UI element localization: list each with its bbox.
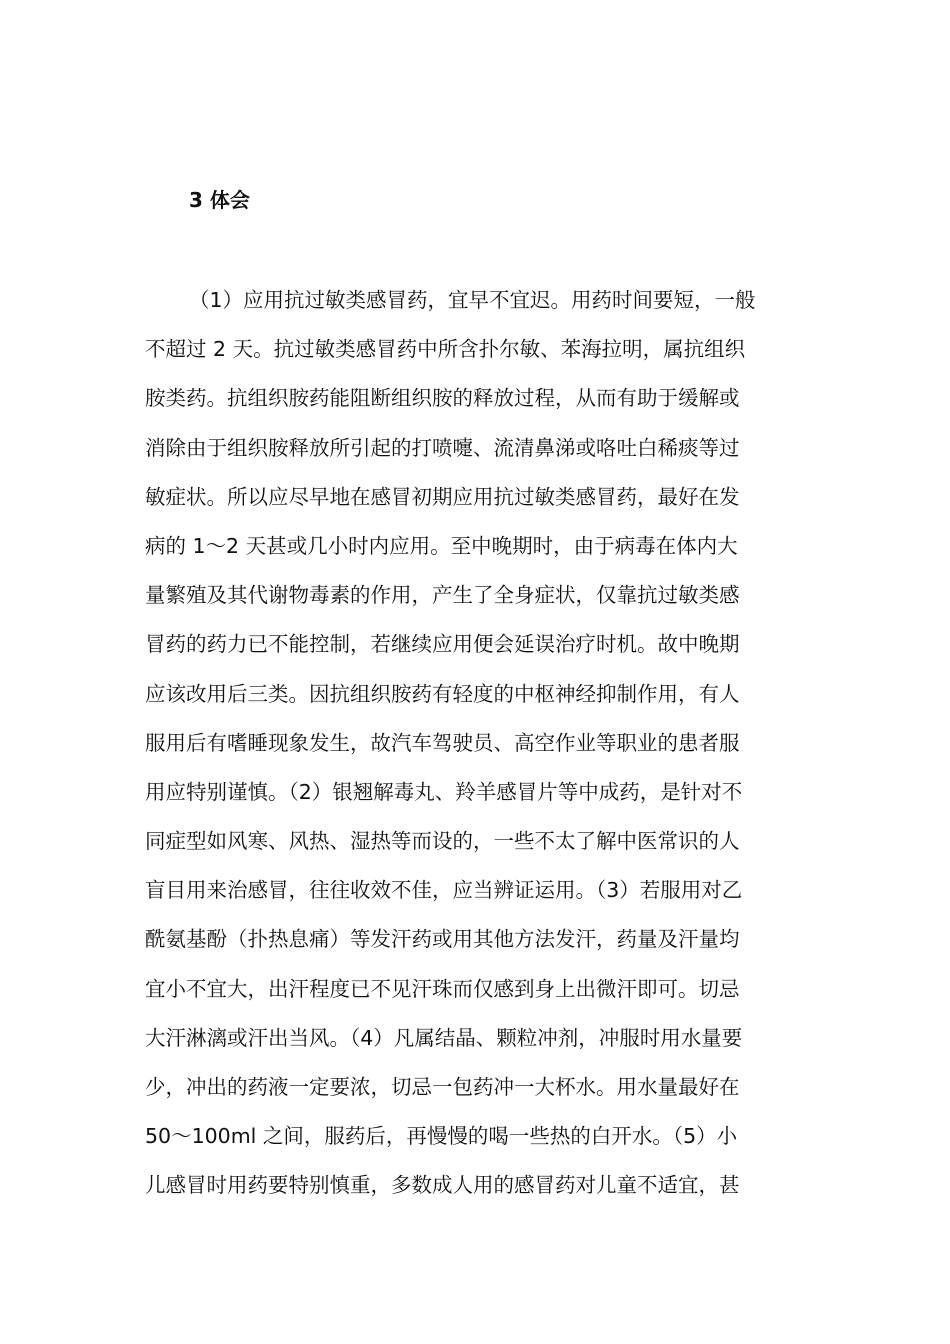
paragraph-line: 胺类药。抗组织胺药能阻断组织胺的释放过程，从而有助于缓解或 xyxy=(145,386,740,411)
paragraph-line: 应该改用后三类。因抗组织胺药有轻度的中枢神经抑制作用，有人 xyxy=(145,681,740,706)
paragraph-line: 宜小不宜大，出汗程度已不见汗珠而仅感到身上出微汗即可。切忌 xyxy=(145,976,740,1001)
paragraph-line: 服用后有嗜睡现象发生，故汽车驾驶员、高空作业等职业的患者服 xyxy=(145,730,740,755)
paragraph-line: 少，冲出的药液一定要浓，切忌一包药冲一大杯水。用水量最好在 xyxy=(145,1075,740,1099)
paragraph-line: 儿感冒时用药要特别慎重，多数成人用的感冒药对儿童不适宜，甚 xyxy=(145,1173,740,1198)
paragraph-line: 敏症状。所以应尽早地在感冒初期应用抗过敏类感冒药，最好在发 xyxy=(145,484,740,509)
paragraph-line: 50～100ml 之间，服药后，再慢慢的喝一些热的白开水。（5）小 xyxy=(145,1124,738,1149)
paragraph-line: 不超过 2 天。抗过敏类感冒药中所含扑尔敏、苯海拉明，属抗组织 xyxy=(145,337,746,362)
paragraph-line: 大汗淋漓或汗出当风。（4）凡属结晶、颗粒冲剂，冲服时用水量要 xyxy=(145,1025,743,1050)
paragraph-line: （1）应用抗过敏类感冒药，宜早不宜迟。用药时间要短，一般 xyxy=(189,288,756,312)
paragraph-line: 病的 1～2 天甚或几小时内应用。至中晚期时，由于病毒在体内大 xyxy=(145,533,738,558)
body-paragraph xyxy=(145,282,845,1217)
paragraph-line: 量繁殖及其代谢物毒素的作用，产生了全身症状，仅靠抗过敏类感 xyxy=(145,583,740,608)
paragraph-line: 用应特别谨慎。（2）银翘解毒丸、羚羊感冒片等中成药，是针对不 xyxy=(145,779,743,804)
paragraph-line: 同症型如风寒、风热、湿热等而设的，一些不太了解中医常识的人 xyxy=(145,829,740,854)
paragraph-line: 冒药的药力已不能控制，若继续应用便会延误治疗时机。故中晚期 xyxy=(145,632,740,657)
section-heading: 3 体会 xyxy=(189,188,250,212)
paragraph-line: 酰氨基酚（扑热息痛）等发汗药或用其他方法发汗，药量及汗量均 xyxy=(145,927,740,952)
paragraph-line: 消除由于组织胺释放所引起的打喷嚏、流清鼻涕或咯吐白稀痰等过 xyxy=(145,435,740,460)
paragraph-line: 盲目用来治感冒，往往收效不佳，应当辨证运用。（3）若服用对乙 xyxy=(145,878,743,903)
